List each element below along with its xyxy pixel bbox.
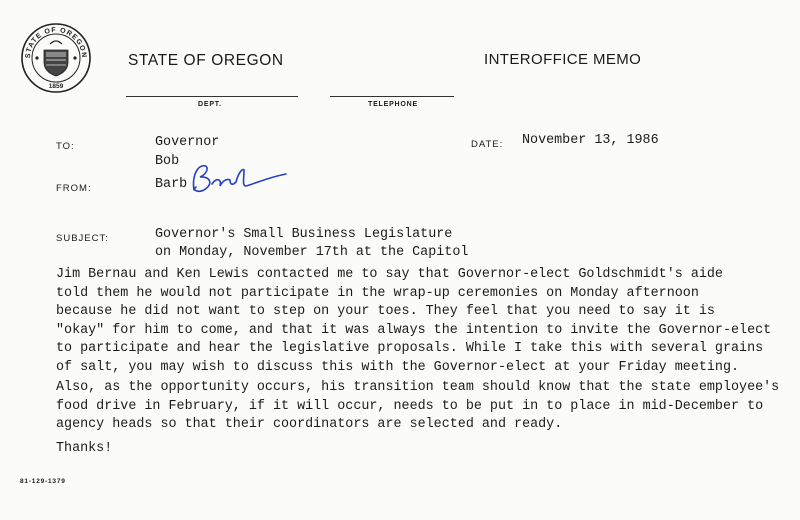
telephone-rule: [330, 96, 454, 97]
body-line: Jim Bernau and Ken Lewis contacted me to say that Governor-elect Goldschmidt's aide: [56, 267, 723, 282]
from-label: FROM:: [56, 183, 92, 194]
memo-type: INTEROFFICE MEMO: [484, 51, 642, 68]
body-line: of salt, you may wish to discuss this with the Governor-elect at your Friday meeting.: [56, 359, 740, 375]
handwritten-signature: [186, 160, 296, 200]
body-line: told them he would not participate in the wrap-up ceremonies on Monday afternoon: [56, 285, 699, 301]
from-value: Barb: [155, 177, 188, 192]
date-value: November 13, 1986: [522, 133, 659, 148]
body-line: agency heads so that their coordinators are selected and ready.: [56, 417, 563, 433]
form-number: 81-129-1379: [20, 478, 66, 485]
subject-label: SUBJECT:: [56, 233, 109, 244]
telephone-label: TELEPHONE: [368, 101, 418, 108]
oregon-state-seal: [20, 22, 92, 94]
body-line: Also, as the opportunity occurs, his transition team should know that the state employee's: [56, 380, 780, 395]
body-line: because he did not want to step on your toes. They feel that you need to say it is: [56, 304, 715, 320]
state-name: STATE OF OREGON: [128, 52, 284, 69]
date-label: DATE:: [471, 139, 504, 150]
body-line: "okay" for him to come, and that it was always the intention to invite the Governor-elect: [56, 322, 772, 338]
dept-rule: [126, 96, 298, 97]
to-value-line-1: Governor: [155, 135, 220, 150]
to-value-line-2: Bob: [155, 154, 180, 169]
subject-line-1: Governor's Small Business Legislature: [155, 227, 453, 242]
closing: Thanks!: [56, 441, 113, 456]
body-line: food drive in February, if it will occur, needs to be put in to place in mid-December to: [56, 398, 764, 414]
body-paragraph-1: [56, 266, 786, 378]
body-paragraph-2: [56, 379, 786, 435]
subject-line-2: on Monday, November 17th at the Capitol: [155, 245, 469, 260]
dept-label: DEPT.: [198, 101, 222, 108]
to-label: TO:: [56, 141, 75, 152]
svg-text:STATE OF OREGON: STATE OF OREGON: [24, 26, 88, 59]
body-line: to participate and hear the legislative proposals. While I take this with several grains: [56, 341, 764, 357]
svg-text:1859: 1859: [48, 83, 64, 90]
